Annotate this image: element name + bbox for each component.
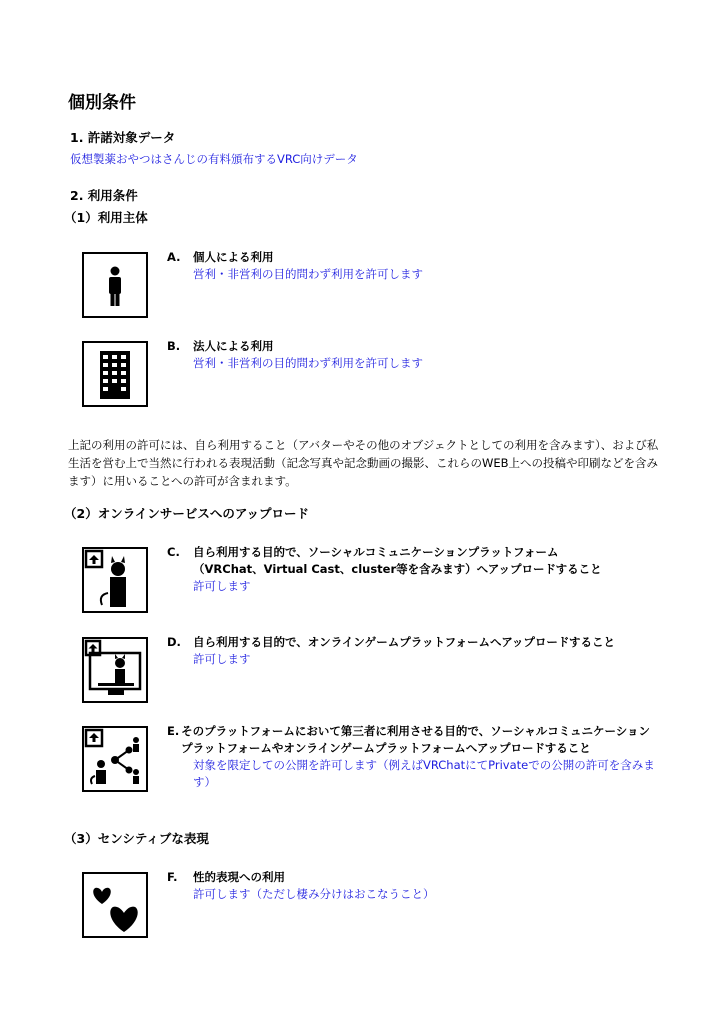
- upload-share-icon: [82, 726, 148, 792]
- item-b: [167, 338, 657, 372]
- licensed-data: 仮想製薬おやつはさんじの有料頒布するVRC向けデータ: [70, 152, 358, 166]
- upload-avatar-icon: [82, 547, 148, 613]
- section-2-heading: 2. 利用条件: [70, 188, 138, 203]
- item-title-continued: （VRChat、Virtual Cast、cluster等を含みます）へアップロードすること: [193, 562, 602, 576]
- item-title: そのプラットフォームにおいて第三者に利用させる目的で、ソーシャルコミュニケーションプラットフォームやオンラインゲームプラットフォームへアップロードすること: [181, 724, 651, 755]
- item-title: 自ら利用する目的で、ソーシャルコミュニケーションプラットフォーム: [193, 545, 559, 559]
- subsection-1-heading: （1）利用主体: [64, 210, 148, 225]
- item-permission: 許可します: [193, 579, 251, 593]
- building-icon: [82, 341, 148, 407]
- item-c: [167, 544, 657, 595]
- item-permission: 対象を限定しての公開を許可します（例えばVRChatにてPrivateでの公開の許可を含みます）: [193, 758, 655, 789]
- item-letter: C.: [167, 545, 180, 559]
- item-letter: F.: [167, 870, 178, 884]
- item-letter: B.: [167, 339, 181, 353]
- hearts-icon: [82, 872, 148, 938]
- person-icon: [82, 252, 148, 318]
- item-a: [167, 249, 657, 283]
- item-title: 自ら利用する目的で、オンラインゲームプラットフォームへアップロードすること: [193, 635, 616, 649]
- item-title: 性的表現への利用: [193, 870, 285, 884]
- item-letter: A.: [167, 250, 181, 264]
- item-permission: 営利・非営利の目的問わず利用を許可します: [193, 267, 423, 281]
- item-d: [167, 634, 657, 668]
- item-letter: E.: [167, 724, 180, 738]
- item-permission: 営利・非営利の目的問わず利用を許可します: [193, 356, 423, 370]
- item-title: 法人による利用: [193, 339, 274, 353]
- usage-paragraph: 上記の利用の許可には、自ら利用すること（アバターやその他のオブジェクトとしての利用を含みます）、および私生活を営む上で当然に行われる表現活動（記念写真や記念動画の撮影、これらのWEB上への投稿や印刷などを含みます）に用いることへの許可が含まれます。: [68, 438, 659, 488]
- item-permission: 許可します: [193, 652, 251, 666]
- item-permission: 許可します（ただし棲み分けはおこなうこと）: [193, 887, 435, 901]
- subsection-3-heading: （3）センシティブな表現: [64, 831, 209, 846]
- item-letter: D.: [167, 635, 181, 649]
- section-1-heading: 1. 許諾対象データ: [70, 130, 176, 145]
- upload-game-icon: [82, 637, 148, 703]
- item-e: [167, 723, 657, 791]
- subsection-2-heading: （2）オンラインサービスへのアップロード: [64, 506, 309, 521]
- page-title: 個別条件: [68, 93, 136, 113]
- item-f: [167, 869, 657, 903]
- item-title: 個人による利用: [193, 250, 274, 264]
